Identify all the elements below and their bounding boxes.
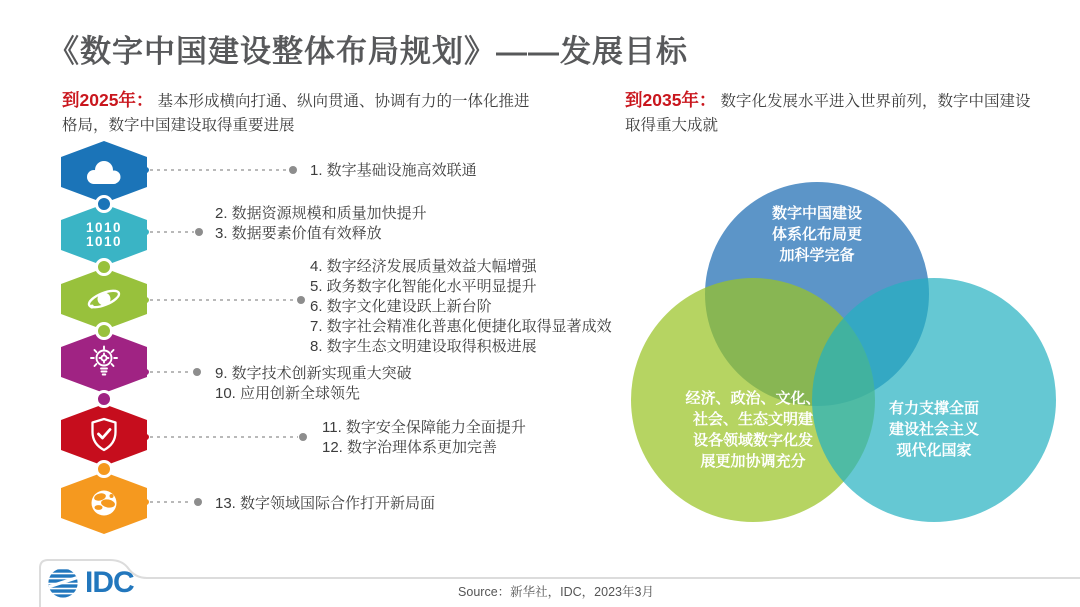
milestone-2035 xyxy=(625,88,1045,138)
binary-line-1: 1010 xyxy=(85,220,123,235)
venn-line: 体系化布局更 xyxy=(771,226,862,243)
connector-start-dot xyxy=(143,167,149,173)
milestone-2025-text: 基本形成横向打通、纵向贯通、协调有力的一体化推进格局，数字中国建设取得重要进展 xyxy=(62,93,530,134)
venn-label-left xyxy=(658,388,848,472)
connector-end-dot xyxy=(297,296,305,304)
milestone-2035-text: 数字化发展水平进入世界前列，数字中国建设取得重大成就 xyxy=(625,93,1031,134)
binary-icon xyxy=(61,204,147,266)
milestone-2035-label: 到2035年： xyxy=(625,90,717,110)
goal-item: 2. 数据资源规模和质量加快提升 xyxy=(215,205,427,222)
shield-check-icon xyxy=(61,404,147,466)
goal-group-4 xyxy=(215,364,412,404)
goal-group-2 xyxy=(215,204,427,244)
goal-item: 5. 政务数字化智能化水平明显提升 xyxy=(310,278,537,295)
source-note: Source：新华社，IDC，2023年3月 xyxy=(458,585,654,599)
goal-item: 9. 数字技术创新实现重大突破 xyxy=(215,365,412,382)
joint-connector xyxy=(95,322,113,340)
venn-line: 经济、政治、文化、 xyxy=(685,390,821,407)
hexagon-innovation xyxy=(61,331,147,393)
connector-line xyxy=(150,436,298,438)
goal-item: 6. 数字文化建设跃上新台阶 xyxy=(310,298,492,315)
venn-line: 数字中国建设 xyxy=(771,205,862,222)
goal-item: 10. 应用创新全球领先 xyxy=(215,385,361,402)
goal-group-1 xyxy=(310,161,477,181)
connector-start-dot xyxy=(143,297,149,303)
connector-start-dot xyxy=(143,229,149,235)
connector-end-dot xyxy=(194,498,202,506)
connector-end-dot xyxy=(195,228,203,236)
connector-line xyxy=(150,371,192,373)
globe-icon xyxy=(61,472,147,534)
joint-connector xyxy=(95,460,113,478)
venn-label-top xyxy=(727,203,907,266)
goal-item: 11. 数字安全保障能力全面提升 xyxy=(322,419,526,436)
goal-item: 8. 数字生态文明建设取得积极进展 xyxy=(310,338,537,355)
venn-line: 加科学完备 xyxy=(779,247,855,264)
goal-item: 7. 数字社会精准化普惠化便捷化取得显著成效 xyxy=(310,318,612,335)
venn-line: 现代化国家 xyxy=(896,442,972,459)
page-title: 《数字中国建设整体布局规划》——发展目标 xyxy=(48,34,688,69)
connector-start-dot xyxy=(143,369,149,375)
goal-group-5 xyxy=(322,418,526,458)
joint-connector xyxy=(95,195,113,213)
goal-item: 13. 数字领域国际合作打开新局面 xyxy=(215,495,436,512)
connector-start-dot xyxy=(143,499,149,505)
connector-start-dot xyxy=(143,434,149,440)
planet-icon xyxy=(61,268,147,330)
hexagon-international xyxy=(61,472,147,534)
venn-line: 设各领域数字化发 xyxy=(692,432,813,449)
joint-connector xyxy=(95,258,113,276)
connector-line xyxy=(150,299,296,301)
goal-item: 12. 数字治理体系更加完善 xyxy=(322,439,498,456)
goal-item: 3. 数据要素价值有效释放 xyxy=(215,225,382,242)
joint-connector xyxy=(95,390,113,408)
connector-line xyxy=(150,501,192,503)
connector-line xyxy=(150,231,194,233)
connector-end-dot xyxy=(289,166,297,174)
idc-logo-text: IDC xyxy=(85,566,134,599)
venn-line: 有力支撑全面 xyxy=(888,400,979,417)
binary-line-2: 1010 xyxy=(85,234,123,249)
venn-line: 建设社会主义 xyxy=(888,421,979,438)
connector-line xyxy=(150,169,288,171)
hexagon-data xyxy=(61,204,147,266)
connector-end-dot xyxy=(299,433,307,441)
goal-item: 1. 数字基础设施高效联通 xyxy=(310,162,477,179)
connector-end-dot xyxy=(193,368,201,376)
goal-item: 4. 数字经济发展质量效益大幅增强 xyxy=(310,258,537,275)
milestone-2025-label: 到2025年： xyxy=(62,90,154,110)
cloud-icon xyxy=(61,141,147,203)
venn-line: 展更加协调充分 xyxy=(700,453,806,470)
hexagon-security xyxy=(61,404,147,466)
venn-line: 社会、生态文明建 xyxy=(692,411,813,428)
goal-group-6 xyxy=(215,494,435,514)
venn-diagram xyxy=(615,170,1080,565)
venn-label-right xyxy=(849,398,1019,461)
hexagon-economy xyxy=(61,268,147,330)
hexagon-infrastructure xyxy=(61,141,147,203)
goal-group-3 xyxy=(310,257,612,357)
idea-bulb-icon xyxy=(61,331,147,393)
milestone-2025 xyxy=(62,88,540,138)
